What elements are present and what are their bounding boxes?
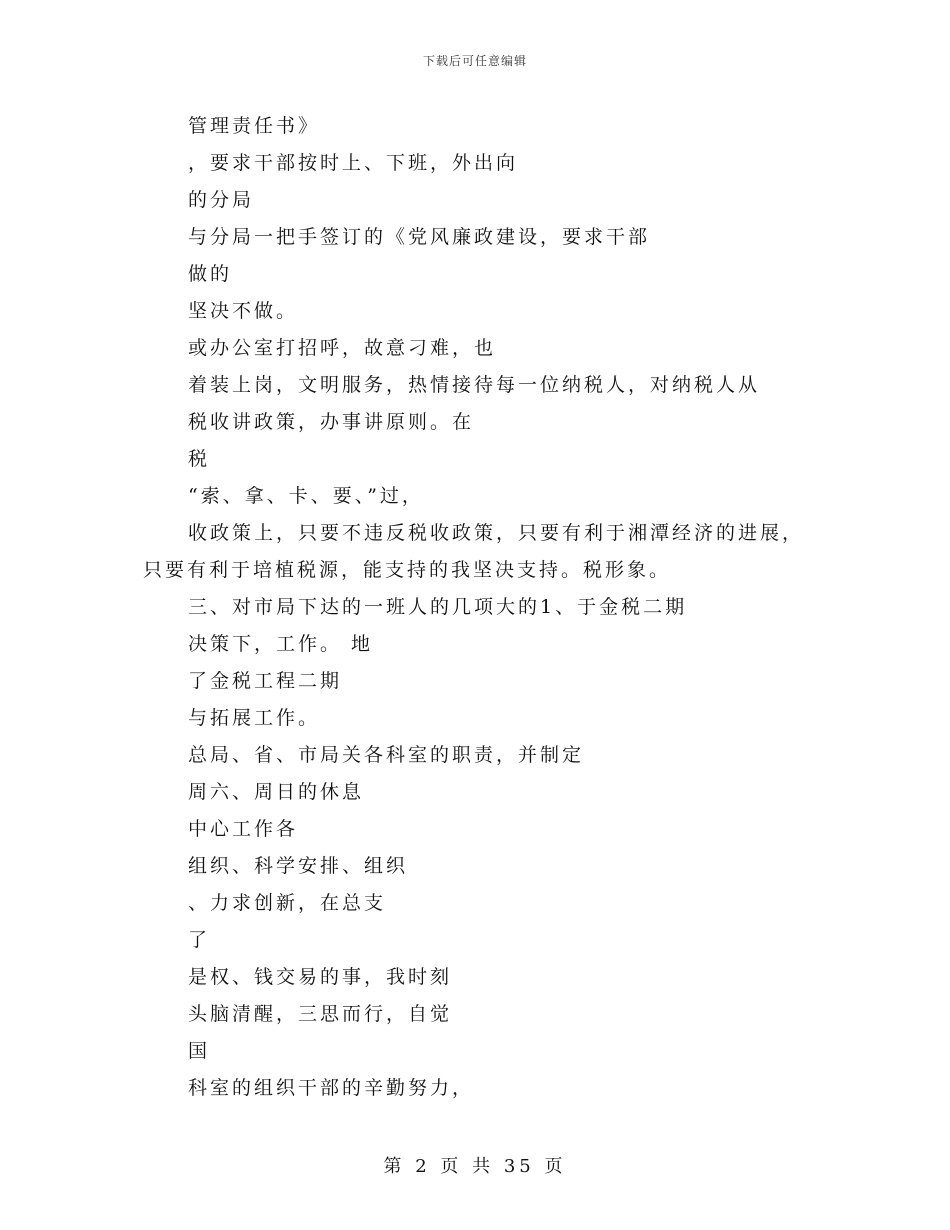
text-line: “索、拿、卡、要、”过， <box>188 485 424 507</box>
text-line: 总局、省、市局关各科室的职责，并制定 <box>188 744 585 766</box>
text-line: 与分局一把手签订的《党风廉政建设，要求干部 <box>188 226 651 248</box>
text-line: 管理责任书》 <box>188 115 321 137</box>
text-line: 着装上岗，文明服务，热情接待每一位纳税人，对纳税人从 <box>188 374 761 396</box>
text-line: 是权、钱交易的事，我时刻 <box>188 966 453 988</box>
text-line: 了 <box>188 929 211 951</box>
text-line: 中心工作各 <box>188 818 299 840</box>
text-line: 决策下，工作。 地 <box>188 633 374 655</box>
text-line: 做的 <box>188 263 233 285</box>
text-line: 收政策上，只要不违反税收政策，只要有利于湘潭经济的进展， <box>188 522 805 544</box>
text-line: 了金税工程二期 <box>188 670 343 692</box>
text-line: 税收讲政策，办事讲原则。在 <box>188 411 475 433</box>
text-line: 税 <box>188 448 211 470</box>
text-line: 与拓展工作。 <box>188 707 321 729</box>
text-line: 三、对市局下达的一班人的几项大的1、于金税二期 <box>188 596 688 618</box>
page-footer: 第 2 页 共 35 页 <box>383 1156 567 1177</box>
text-line: 的分局 <box>188 189 255 211</box>
text-line: ，要求干部按时上、下班，外出向 <box>188 152 519 174</box>
page-header: 下载后可任意编辑 <box>422 54 527 68</box>
text-line: 坚决不做。 <box>188 300 299 322</box>
text-line: 科室的组织干部的辛勤努力， <box>188 1077 475 1099</box>
text-line: 只要有利于培植税源，能支持的我坚决支持。税形象。 <box>143 559 672 581</box>
text-line: 组织、科学安排、组织 <box>188 855 409 877</box>
text-line: 国 <box>188 1040 211 1062</box>
text-line: 周六、周日的休息 <box>188 781 365 803</box>
text-line: 、力求创新，在总支 <box>188 892 387 914</box>
text-line: 或办公室打招呼，故意刁难，也 <box>188 337 497 359</box>
text-line: 头脑清醒，三思而行，自觉 <box>188 1003 453 1025</box>
